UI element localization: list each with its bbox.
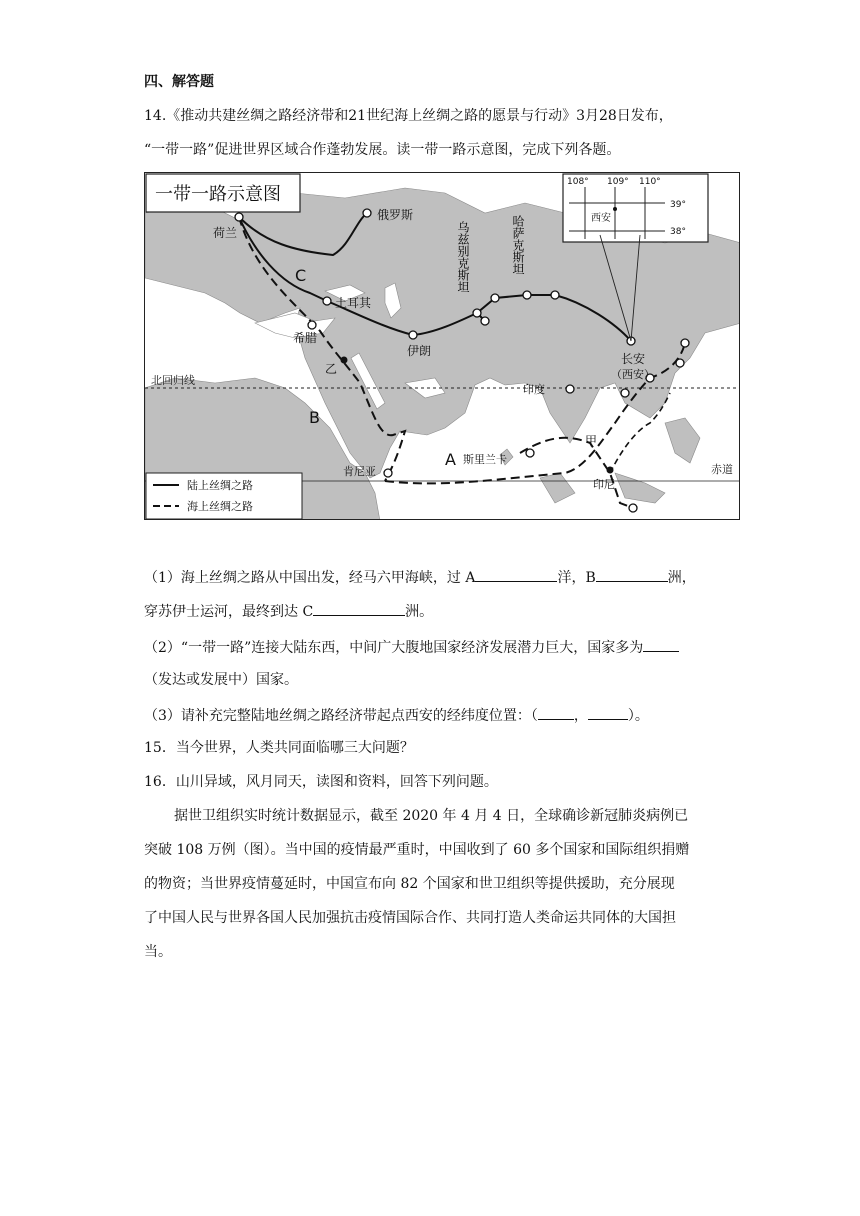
label-russia: 俄罗斯 [377,208,414,222]
q14-sub2-line1: （2）“一带一路”连接大陆东西，中间广大腹地国家经济发展潜力巨大，国家多为 [144,636,679,658]
label-b: B [309,408,320,427]
legend-sea: 海上丝绸之路 [187,500,253,513]
svg-text:38°: 38° [670,227,686,237]
label-kazakhstan: 哈萨克斯坦 [511,215,525,275]
label-changan: 长安 [621,352,646,366]
blank-c[interactable] [313,600,405,616]
svg-text:109°: 109° [607,177,629,187]
label-jia: 甲 [585,434,598,448]
blank-a[interactable] [475,566,557,582]
q14-line1: 14.《推动共建丝绸之路经济带和21世纪海上丝绸之路的愿景与行动》3月28日发布， [144,108,673,124]
q16-para-line4: 了中国人民与世界各国人民加强抗击疫情国际合作、共同打造人类命运共同体的大国担 [144,910,676,926]
q15: 15．当今世界，人类共同面临哪三大问题？ [144,740,414,756]
q16-title: 16．山川异域，风月同天，读图和资料，回答下列问题。 [144,774,498,790]
point-yi [341,357,348,364]
label-xian-paren: （西安） [611,368,655,381]
svg-text:108°: 108° [567,177,589,187]
blank-lat[interactable] [588,704,628,720]
map-title: 一带一路示意图 [155,184,281,205]
section-title: 四、解答题 [144,74,214,90]
svg-text:西安: 西安 [591,213,611,224]
label-greece: 希腊 [293,331,318,345]
label-indonesia: 印尼 [593,478,615,491]
label-turkey: 土耳其 [335,296,372,310]
sea-route-indonesia [520,438,633,508]
equator-label: 赤道 [711,463,733,476]
label-sri-lanka: 斯里兰卡 [463,453,507,466]
label-a: A [445,450,456,469]
q14-sub1-line1: （1）海上丝绸之路从中国出发，经马六甲海峡，过 A 洋，B 洲， [144,566,696,588]
label-yi: 乙 [325,362,338,376]
q16-para-line5: 当。 [144,944,172,960]
svg-text:39°: 39° [670,200,686,210]
q16-para-line3: 的物资；当世界疫情蔓延时，中国宣布向 82 个国家和世卫组织等提供援助，充分展现 [144,876,675,892]
q14-sub3: （3）请补充完整陆地丝绸之路经济带起点西安的经纬度位置：（ ， ）。 [144,704,649,726]
q16-para-line1: 据世卫组织实时统计数据显示，截至 2020 年 4 月 4 日，全球确诊新冠肺炎病例已 [174,808,689,824]
blank-lon[interactable] [538,704,574,720]
label-uzbekistan: 乌兹别克斯坦 [456,221,470,293]
label-kenya: 肯尼亚 [343,465,376,478]
svg-text:110°: 110° [639,177,661,187]
q14-sub1-line2: 穿苏伊士运河，最终到达 C 洲。 [144,600,433,622]
tropic-label: 北回归线 [151,374,195,387]
blank-b[interactable] [596,566,668,582]
label-india: 印度 [523,383,545,396]
label-netherlands: 荷兰 [213,226,238,240]
q14-line2: “一带一路”促进世界区域合作蓬勃发展。读一带一路示意图，完成下列各题。 [144,142,621,158]
legend-land: 陆上丝绸之路 [187,479,253,492]
label-c: C [295,266,307,285]
q14-sub2-line2: （发达或发展中）国家。 [144,672,298,688]
blank-dev[interactable] [643,636,679,652]
point-jia [607,467,614,474]
belt-road-map [144,172,740,520]
q16-para-line2: 突破 108 万例（图）。当中国的疫情最严重时，中国收到了 60 多个国家和国际组织捐赠 [144,842,690,858]
label-iran: 伊朗 [407,344,432,358]
